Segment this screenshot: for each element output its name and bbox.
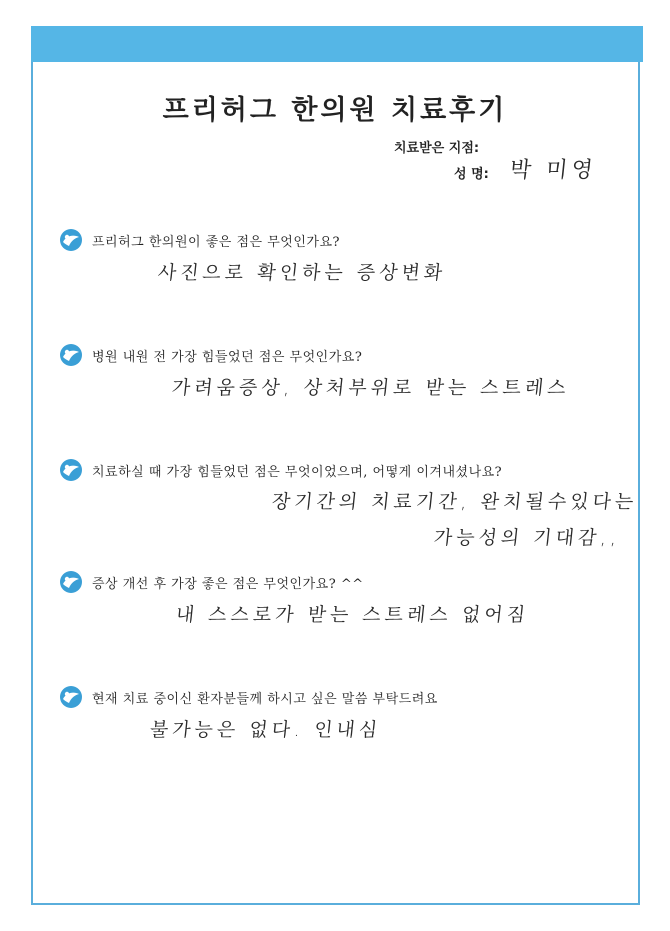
answer-1: 사진으로 확인하는 증상변화 <box>156 262 448 284</box>
name-label: 성 명: <box>454 167 489 182</box>
question-3-text: 치료하실 때 가장 힘들었던 점은 무엇이었으며, 어떻게 이겨내셨나요? <box>92 464 503 480</box>
question-5 <box>58 685 438 709</box>
question-3 <box>58 458 502 482</box>
answer-3-line-1: 장기간의 치료기간, 완치될수있다는 <box>270 491 639 513</box>
hug-logo-icon <box>58 343 84 367</box>
question-1 <box>58 228 340 252</box>
hug-logo-icon <box>58 458 84 482</box>
question-4-text: 증상 개선 후 가장 좋은 점은 무엇인가요? ^^ <box>92 576 364 592</box>
answer-5: 불가능은 없다. 인내심 <box>148 719 383 741</box>
page-title: 프리허그 한의원 치료후기 <box>162 95 508 126</box>
form-frame <box>31 62 640 905</box>
hug-logo-icon <box>58 685 84 709</box>
question-1-text: 프리허그 한의원이 좋은 점은 무엇인가요? <box>92 234 340 250</box>
question-2 <box>58 343 362 367</box>
name-value: 박 미영 <box>508 158 598 183</box>
question-2-text: 병원 내원 전 가장 힘들었던 점은 무엇인가요? <box>92 349 363 365</box>
question-5-text: 현재 치료 중이신 환자분들께 하시고 싶은 말씀 부탁드려요 <box>92 691 438 707</box>
hug-logo-icon <box>58 570 84 594</box>
question-4 <box>58 570 364 594</box>
header-bar <box>31 26 643 62</box>
branch-label: 치료받은 지점: <box>394 141 480 156</box>
hug-logo-icon <box>58 228 84 252</box>
answer-4: 내 스스로가 받는 스트레스 없어짐 <box>174 604 531 626</box>
answer-3-line-2: 가능성의 기대감,, <box>432 527 622 549</box>
answer-2: 가려움증상, 상처부위로 받는 스트레스 <box>170 377 571 399</box>
